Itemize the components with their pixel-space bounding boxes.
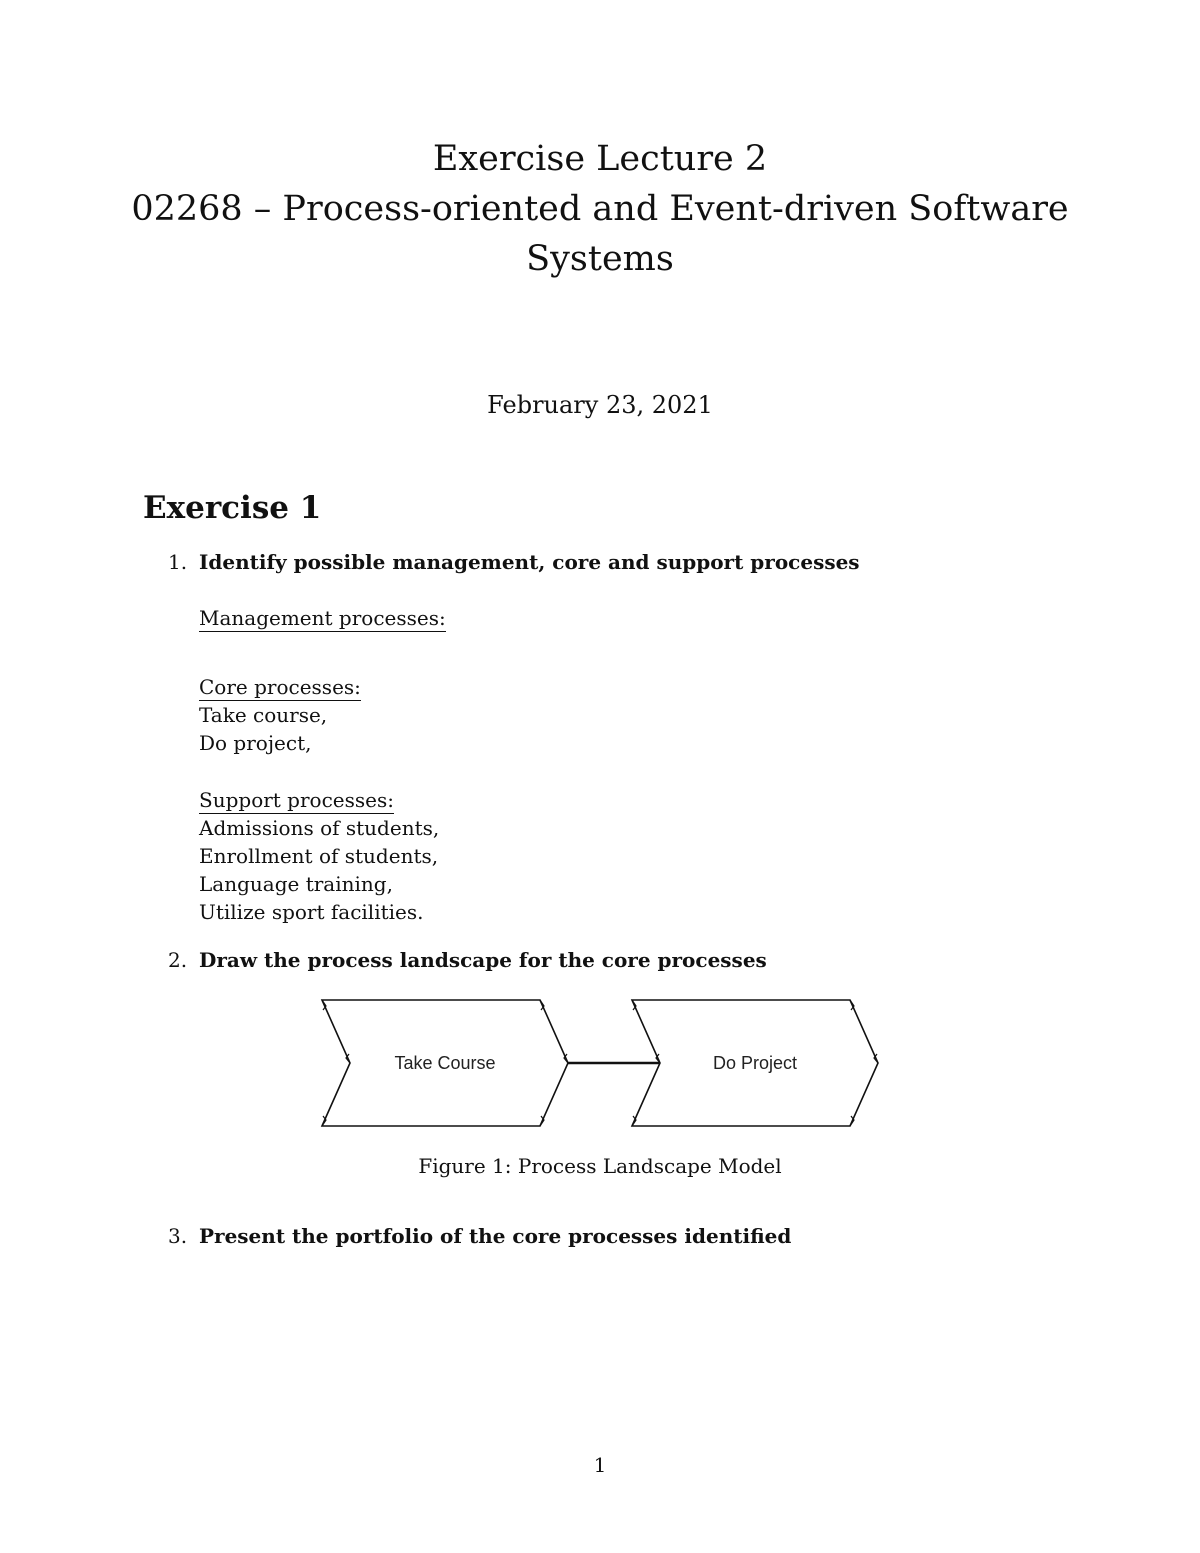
document-title: [0, 134, 1200, 284]
question-2: [168, 946, 767, 974]
question-number: 3.: [168, 1224, 188, 1248]
management-processes-label: Management processes:: [199, 606, 446, 630]
process-landscape-diagram: [318, 996, 882, 1130]
question-number: 2.: [168, 948, 188, 972]
core-processes-label: Core processes:: [199, 675, 361, 699]
list-item: Admissions of students,: [199, 816, 440, 840]
list-item: Take course,: [199, 703, 328, 727]
question-number: 1.: [168, 550, 188, 574]
title-line-3: Systems: [526, 239, 674, 279]
list-item: Language training,: [199, 872, 393, 896]
list-item: Enrollment of students,: [199, 844, 439, 868]
title-line-2: 02268 – Process-oriented and Event-driven Software: [131, 189, 1069, 229]
core-processes-block: [199, 673, 361, 757]
section-heading: Exercise 1: [143, 490, 322, 526]
take-course-label: Take Course: [394, 1053, 496, 1073]
title-line-1: Exercise Lecture 2: [432, 139, 768, 179]
support-processes-label: Support processes:: [199, 788, 394, 812]
question-text: Draw the process landscape for the core processes: [199, 948, 767, 972]
support-processes-block: [199, 786, 439, 926]
list-item: Utilize sport facilities.: [199, 900, 424, 924]
question-3: [168, 1222, 791, 1250]
management-processes-block: [199, 604, 446, 632]
do-project-label: Do Project: [712, 1053, 798, 1073]
process-landscape-figure: [318, 996, 882, 1130]
question-text: Identify possible management, core and support processes: [199, 550, 860, 574]
question-text: Present the portfolio of the core processes identified: [199, 1224, 792, 1248]
question-1: [168, 548, 860, 576]
document-date: February 23, 2021: [487, 391, 713, 419]
list-item: Do project,: [199, 731, 312, 755]
figure-caption: Figure 1: Process Landscape Model: [418, 1154, 782, 1178]
page-number: 1: [593, 1453, 607, 1477]
